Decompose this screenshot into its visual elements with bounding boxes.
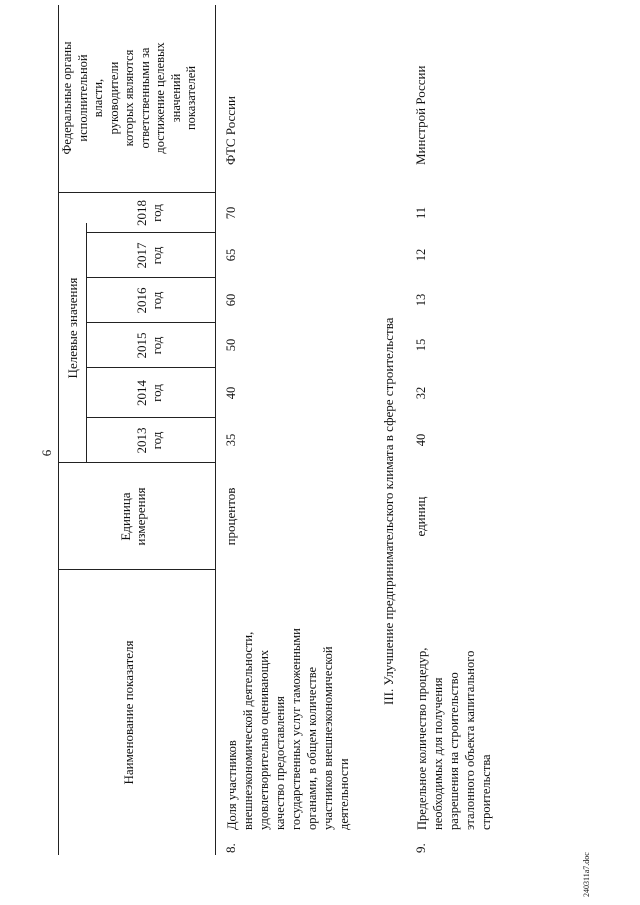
row-9-name: Предельное количество процедур, необходимых для получения разрешения на строительство эталонного объекта капитального строительства: [415, 647, 493, 830]
header-year-2018: 2018 год: [134, 200, 164, 226]
header-year-2016: 2016 год: [134, 287, 164, 314]
row-9-number: 9.: [413, 843, 428, 853]
row-9-value-2017: 12: [414, 248, 428, 262]
footer-code: 240311a7.doc: [582, 852, 591, 897]
table-top-border: [58, 5, 59, 855]
header-unit: Единица измерения: [118, 487, 148, 546]
row-8-value-2017: 65: [224, 248, 238, 262]
row-9-value-2014: 32: [414, 386, 428, 400]
header-target-values: Целевые значения: [65, 277, 80, 379]
header-authority: Федеральные органы исполнительной власти, руководители которых являются ответственными за достижение целевых значений показателей: [60, 41, 198, 155]
row-8-unit: процентов: [223, 487, 238, 546]
row-8-value-2016: 60: [224, 293, 238, 307]
target-values-divider: [86, 223, 87, 463]
row-8-value-2015: 50: [224, 338, 238, 352]
table-header-bottom-border: [215, 5, 216, 855]
row-8-value-2013: 35: [224, 433, 238, 447]
row-9-value-2018: 11: [414, 206, 428, 220]
row-8-number: 8.: [223, 843, 238, 853]
header-year-2017: 2017 год: [134, 242, 164, 269]
row-9-value-2016: 13: [414, 293, 428, 307]
header-name: Наименование показателя: [121, 640, 136, 785]
row-8-authority: ФТС России: [223, 96, 238, 165]
section-heading: III. Улучшение предпринимательского климата в сфере строительства: [381, 317, 396, 705]
row-8-value-2014: 40: [224, 386, 238, 400]
header-year-2013: 2013 год: [134, 427, 164, 454]
header-year-2014: 2014 год: [134, 380, 164, 406]
row-8-name: Доля участников внешнеэкономической деятельности, удовлетворительно оценивающих качество предоставления государственных услуг таможенными органами, в общем количестве участников внешнеэкономической деятельности: [225, 628, 351, 830]
row-9-unit: единиц: [413, 496, 428, 537]
header-year-2015: 2015 год: [134, 332, 164, 359]
row-9-value-2013: 40: [414, 433, 428, 447]
row-9-authority: Минстрой России: [413, 65, 428, 165]
row-8-value-2018: 70: [224, 206, 238, 220]
row-9-value-2015: 15: [414, 338, 428, 352]
page-number: 6: [39, 449, 54, 457]
